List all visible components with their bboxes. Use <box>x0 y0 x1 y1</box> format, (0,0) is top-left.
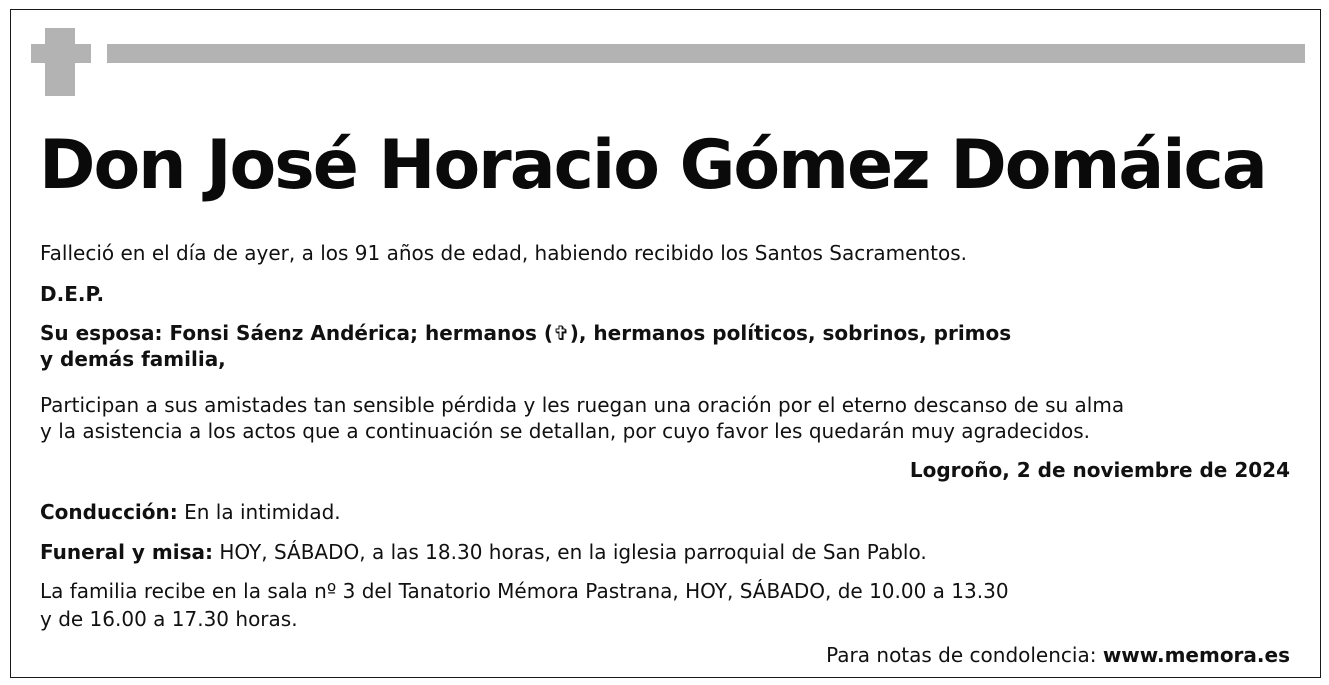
funeral-line <box>40 539 1295 565</box>
funeral-label: Funeral y misa: <box>40 540 213 564</box>
deceased-name: Don José Horacio Gómez Domáica <box>39 126 1266 205</box>
rip-text: D.E.P. <box>40 282 105 306</box>
cross-icon-arm <box>31 44 91 63</box>
death-notice: Falleció en el día de ayer, a los 91 años de edad, habiendo recibido los Santos Sacramentos. <box>40 241 967 265</box>
wake-line-2: y de 16.00 a 17.30 horas. <box>40 607 298 631</box>
family-line-2: y demás familia, <box>40 347 226 371</box>
family-line-1: Su esposa: Fonsi Sáenz Andérica; hermanos (✞), hermanos políticos, sobrinos, primos <box>40 321 1012 345</box>
condolence-link[interactable]: www.memora.es <box>1102 643 1290 667</box>
header-bar <box>107 44 1305 63</box>
conduction-label: Conducción: <box>40 500 178 524</box>
conduction-value: En la intimidad. <box>177 500 341 524</box>
condolence-text: Para notas de condolencia: <box>826 643 1103 667</box>
conduction-line <box>40 499 1295 525</box>
funeral-value: HOY, SÁBADO, a las 18.30 horas, en la iglesia parroquial de San Pablo. <box>212 540 927 564</box>
condolence-line <box>40 642 1290 668</box>
place-date: Logroño, 2 de noviembre de 2024 <box>909 458 1290 482</box>
wake-line-1: La familia recibe en la sala nº 3 del Tanatorio Mémora Pastrana, HOY, SÁBADO, de 10.00 a 13.30 <box>40 579 1009 603</box>
request-line-2: y la asistencia a los actos que a continuación se detallan, por cuyo favor les quedarán muy agradecidos. <box>40 419 1090 443</box>
request-line-1: Participan a sus amistades tan sensible pérdida y les ruegan una oración por el eterno descanso de su alma <box>40 393 1125 417</box>
